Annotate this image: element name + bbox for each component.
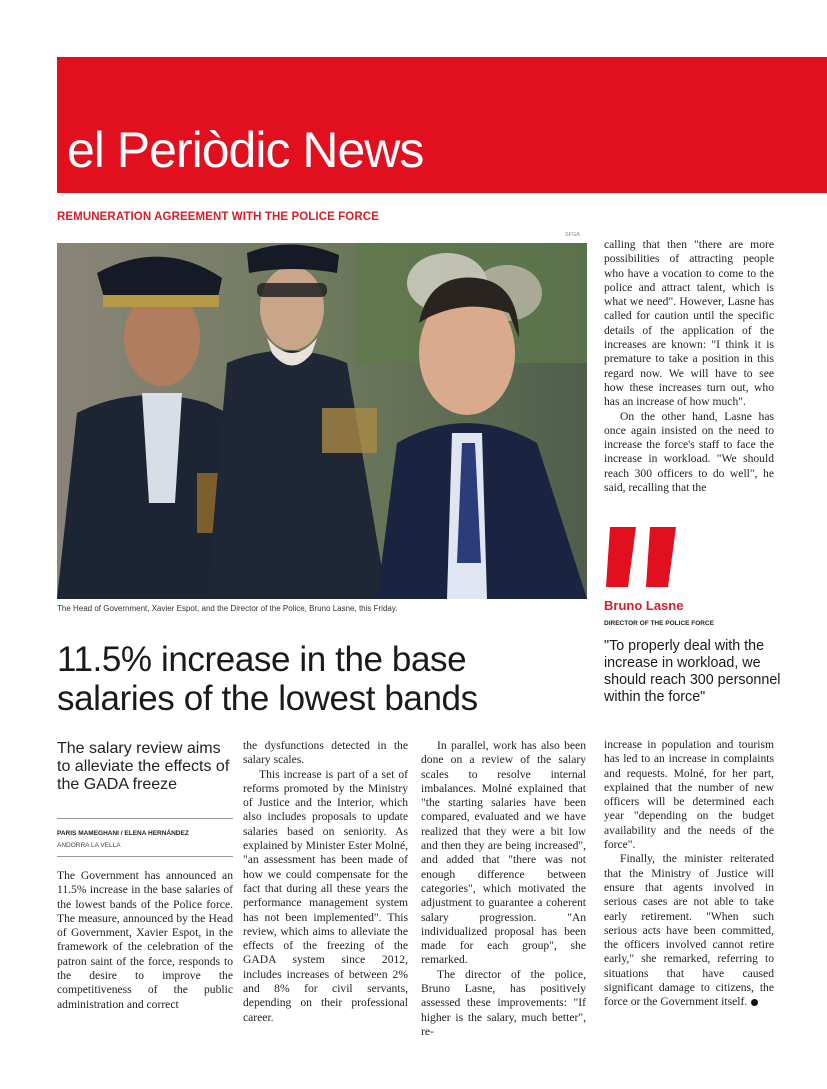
subhead: The salary review aims to alleviate the effects of the GADA freeze [57,740,230,793]
photo-caption: The Head of Government, Xavier Espot, and the Director of the Police, Bruno Lasne, this Friday. [57,604,398,613]
article-column-4-bottom [604,738,774,1010]
article-column-1 [57,869,233,1012]
byline-top-rule [57,818,233,819]
section-kicker: REMUNERATION AGREEMENT WITH THE POLICE FORCE [57,211,379,223]
article-photo [57,243,587,599]
paragraph: In parallel, work has also been done on a review of the salary scales to resolve internal imbalances. Molné explained that "the starting salaries have been compared, evaluated and we have realized that they were a bit low and then they are being increased", and added that "there was not enough difference between categories", which motivated the adjustment to guarantee a coherent salary progression. "An individualized proposal has been made for each group", she remarked. [421,739,586,967]
paragraph: On the other hand, Lasne has once again insisted on the need to increase the force's staff to face the increase in workload. "We should reach 300 officers to do well", he said, recalling that the [604,409,774,495]
paragraph: calling that then "there are more possibilities of attracting people who have a vocation to come to the police and attract talent, which is what we need". However, Lasne has called for caution until the specific details of the application of the increases are known: "I think it is premature to take a position in this regard now. We will have to see how these increases turn out, who has an increase of how much". [604,238,774,409]
paragraph: increase in population and tourism has led to an increase in complaints and requests. Molné, for her part, explained that the number of new officers will be determined each year "depending on the budget availability and the needs of the force". [604,738,774,852]
quote-author-role: DIRECTOR OF THE POLICE FORCE [604,620,715,627]
byline-bottom-rule [57,856,233,857]
photo-illustration [57,243,587,599]
masthead [57,57,827,193]
article-column-4-top [604,238,774,495]
byline: PARIS MAMEGHANI / ELENA HERNÁNDEZ [57,830,189,837]
article-column-2 [243,739,408,1025]
paragraph: Finally, the minister reiterated that the Ministry of Justice will ensure that agents involved in serious cases are not able to take early retirement. "When such serious acts have been committed, the officers involved cannot retire early," she remarked, referring to situations that have caused significant damage to citizens, the force or the Government itself. [604,852,774,1009]
end-of-article-icon [751,999,758,1006]
article-column-3 [421,739,586,1039]
headline: 11.5% increase in the base salaries of the lowest bands [57,640,478,718]
quote-mark-icon [606,527,686,587]
paragraph: the dysfunctions detected in the salary scales. [243,739,408,767]
quote-author-name: Bruno Lasne [604,598,684,613]
paragraph: The Government has announced an 11.5% increase in the base salaries of the lowest bands of the Police force. The measure, announced by the Head of Government, Xavier Espot, in the framework of the celebration of the patron saint of the force, responds to the desire to improve the competitiveness of the public administration and correct [57,869,233,1011]
paragraph: The director of the police, Bruno Lasne, has positively assessed these improvements: "If higher is the salary, much better", re- [421,967,586,1038]
masthead-title: el Periòdic News [67,122,424,178]
paragraph-with-endmark [604,852,774,1009]
dateline: ANDORRA LA VELLA [57,842,121,849]
paragraph: This increase is part of a set of reforms promoted by the Ministry of Justice and the Interior, which also includes proposals to update salaries based on seniority. As explained by Minister Ester Molné, "an assessment has been made of how we could compensate for the fact that during all these years the performance management system has not been implemented". This review, which aims to alleviate the effects of the freezing of the GADA system since 2012, includes increases of between 2% and 8% for civil servants, depending on their professional career. [243,767,408,1024]
pull-quote: "To properly deal with the increase in workload, we should reach 300 personnel within the force" [604,638,781,705]
photo-credit: SFGA [565,232,580,238]
